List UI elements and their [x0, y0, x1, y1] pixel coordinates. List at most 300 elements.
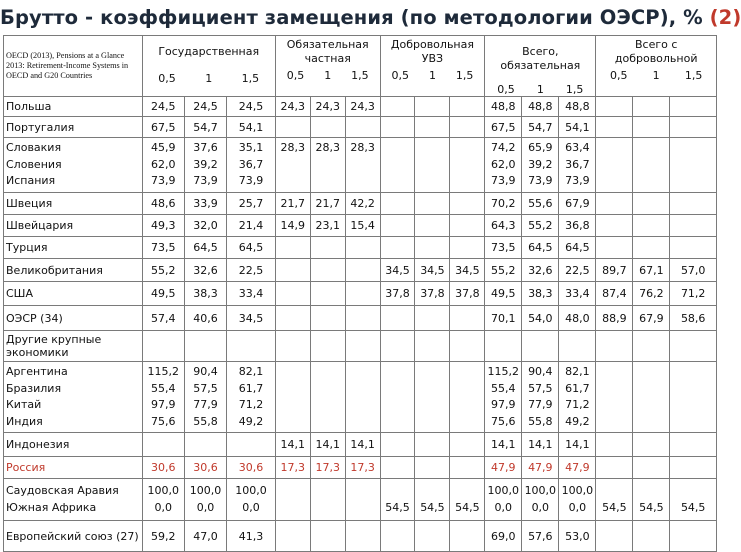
country-name: Аргентина [6, 365, 68, 378]
value: 100,0 [524, 484, 557, 497]
value-cell [450, 138, 485, 193]
value-cell [415, 306, 450, 331]
table-row [4, 97, 717, 117]
row-label: Польша [4, 97, 143, 117]
value-cell [670, 237, 717, 259]
value: 54,5 [639, 500, 664, 514]
value [634, 364, 668, 381]
value [634, 157, 668, 174]
value [312, 500, 344, 517]
value [451, 483, 483, 500]
value-cell [596, 117, 633, 138]
value: 36,7 [238, 157, 264, 171]
value-cell: 22,5 [559, 259, 596, 282]
header-row [4, 36, 717, 97]
value-cell: 34,5 [227, 306, 276, 331]
row-label: Европейский союз (27) [4, 521, 143, 552]
value [451, 173, 483, 190]
value [671, 414, 715, 431]
value: 63,4 [565, 141, 590, 155]
value [416, 364, 448, 381]
value [416, 483, 448, 500]
value-cell [142, 479, 184, 521]
value-cell: 54,7 [522, 117, 559, 138]
value: 100,0 [189, 484, 222, 497]
value: 54,5 [455, 500, 480, 514]
value-cell [380, 521, 415, 552]
value-cell [415, 97, 450, 117]
value [597, 364, 631, 381]
value [347, 414, 379, 431]
value-cell [633, 521, 670, 552]
value-cell [275, 521, 310, 552]
value-cell [670, 138, 717, 193]
value [451, 381, 483, 398]
value-cell [380, 306, 415, 331]
row-label [4, 362, 143, 433]
value: 90,4 [193, 365, 218, 378]
value: 0,0 [196, 500, 215, 514]
row-label: Индонезия [4, 433, 143, 457]
value-cell: 14,1 [345, 433, 380, 457]
value-cell [415, 215, 450, 237]
value: 57,5 [193, 381, 218, 395]
value-cell [184, 479, 226, 521]
value: 54,5 [420, 500, 445, 514]
value [597, 173, 631, 190]
table-row [4, 117, 717, 138]
value-cell: 67,5 [485, 117, 522, 138]
value-cell: 73,5 [142, 237, 184, 259]
value-cell [380, 215, 415, 237]
row-label: Россия [4, 457, 143, 479]
value-cell: 48,6 [142, 193, 184, 215]
value-cell: 55,2 [522, 215, 559, 237]
value-cell [227, 362, 276, 433]
value [416, 173, 448, 190]
value-cell [596, 362, 633, 433]
table-row [4, 433, 717, 457]
value-cell [310, 306, 345, 331]
value [312, 173, 344, 190]
value [671, 364, 715, 381]
value-cell: 15,4 [345, 215, 380, 237]
source-note-cell [4, 36, 143, 97]
value: 100,0 [235, 484, 267, 497]
value-cell [227, 433, 276, 457]
value-cell: 30,6 [184, 457, 226, 479]
value [347, 364, 379, 381]
value: 55,4 [150, 381, 176, 395]
value-cell: 48,8 [522, 97, 559, 117]
value: 28,3 [315, 141, 340, 155]
value [347, 500, 379, 517]
value: 55,4 [491, 381, 516, 395]
value-cell: 24,3 [310, 97, 345, 117]
value [382, 140, 414, 157]
value: 97,9 [491, 398, 516, 411]
value-cell [670, 117, 717, 138]
value-cell: 54,7 [184, 117, 226, 138]
value-cell: 37,8 [415, 282, 450, 306]
state-header: Государственная 0,5 1 1,5 [142, 36, 275, 97]
value-cell: 14,1 [522, 433, 559, 457]
value: 28,3 [280, 141, 306, 155]
value [597, 397, 631, 414]
value-cell [450, 457, 485, 479]
value-cell [670, 193, 717, 215]
value-cell: 33,4 [559, 282, 596, 306]
value-cell [142, 362, 184, 433]
value-cell: 24,3 [275, 97, 310, 117]
value-cell [275, 362, 310, 433]
value-cell: 49,5 [485, 282, 522, 306]
value-cell [596, 521, 633, 552]
value-cell: 67,1 [633, 259, 670, 282]
value-cell [450, 237, 485, 259]
value-cell [596, 193, 633, 215]
value-cell [450, 97, 485, 117]
value-cell [415, 457, 450, 479]
value-cell: 88,9 [596, 306, 633, 331]
table-row [4, 306, 717, 331]
empty-cell [227, 331, 276, 362]
value-cell: 64,5 [522, 237, 559, 259]
country-name: Словакия [6, 141, 62, 155]
value: 77,9 [528, 398, 553, 411]
value-cell: 58,6 [670, 306, 717, 331]
value: 73,9 [238, 174, 264, 188]
value: 90,4 [528, 365, 553, 378]
value [347, 157, 379, 174]
value-cell: 17,3 [275, 457, 310, 479]
table-row [4, 457, 717, 479]
total-mandatory-subheads: 0,5 1 1,5 [497, 83, 584, 96]
value: 57,5 [528, 381, 553, 395]
value-cell [275, 282, 310, 306]
value-cell [596, 479, 633, 521]
value-cell [559, 479, 596, 521]
voluntary-header: Добровольная УВЗ 0,5 1 1,5 [380, 36, 485, 97]
value-cell [450, 433, 485, 457]
value-cell: 54,0 [522, 306, 559, 331]
value: 62,0 [491, 157, 516, 171]
value-cell [345, 282, 380, 306]
value-cell [559, 362, 596, 433]
value-cell [559, 138, 596, 193]
value-cell [310, 282, 345, 306]
value-cell [415, 362, 450, 433]
value-cell [380, 97, 415, 117]
slide-title [0, 6, 741, 29]
value: 77,9 [193, 398, 218, 411]
country-name: Индия [6, 414, 43, 428]
value-cell: 89,7 [596, 259, 633, 282]
value-cell: 47,9 [559, 457, 596, 479]
value [451, 397, 483, 414]
value: 0,0 [568, 500, 587, 514]
value [451, 157, 483, 174]
value-cell: 64,5 [184, 237, 226, 259]
value [634, 483, 668, 500]
value: 100,0 [561, 484, 594, 497]
value-cell [633, 97, 670, 117]
value [634, 414, 668, 431]
value-cell: 33,9 [184, 193, 226, 215]
value-cell: 34,5 [380, 259, 415, 282]
row-label: Великобритания [4, 259, 143, 282]
value: 36,7 [565, 157, 590, 171]
value [347, 381, 379, 398]
value-cell [310, 362, 345, 433]
value-cell: 48,8 [559, 97, 596, 117]
country-name: Бразилия [6, 381, 62, 395]
empty-cell [380, 331, 415, 362]
value: 73,9 [193, 174, 218, 188]
voluntary-subheads: 0,5 1 1,5 [391, 69, 474, 82]
value: 74,2 [491, 141, 516, 155]
value-cell: 40,6 [184, 306, 226, 331]
value-cell: 32,0 [184, 215, 226, 237]
empty-cell [275, 331, 310, 362]
value [277, 173, 309, 190]
state-subheads: 0,5 1 1,5 [158, 72, 260, 85]
value: 54,5 [602, 500, 627, 514]
value-cell [596, 457, 633, 479]
value-cell [184, 433, 226, 457]
country-name: Саудовская Аравия [6, 484, 119, 497]
value-cell [450, 306, 485, 331]
value [671, 157, 715, 174]
value: 100,0 [147, 484, 179, 497]
value [634, 381, 668, 398]
value-cell: 17,3 [345, 457, 380, 479]
country-name: Словения [6, 157, 62, 171]
empty-cell [485, 331, 522, 362]
value-cell: 22,5 [227, 259, 276, 282]
value-cell [522, 138, 559, 193]
value-cell [633, 433, 670, 457]
value [671, 381, 715, 398]
value: 0,0 [531, 500, 550, 514]
value: 71,2 [565, 398, 590, 411]
value-cell: 64,5 [227, 237, 276, 259]
table-row [4, 282, 717, 306]
value [634, 397, 668, 414]
value: 0,0 [154, 500, 172, 514]
value: 115,2 [147, 365, 179, 378]
value-cell [380, 138, 415, 193]
value [277, 483, 309, 500]
value-cell: 57,4 [142, 306, 184, 331]
value: 75,6 [491, 414, 516, 428]
value-cell: 54,1 [227, 117, 276, 138]
value [671, 173, 715, 190]
value-cell [450, 193, 485, 215]
value-cell: 14,9 [275, 215, 310, 237]
value: 49,2 [565, 414, 590, 428]
value [597, 157, 631, 174]
row-label: Швеция [4, 193, 143, 215]
value [634, 140, 668, 157]
value-cell [380, 433, 415, 457]
country-name: Испания [6, 174, 56, 188]
total-mandatory-header: Всего, обязательная 0,5 1 1,5 [485, 36, 596, 97]
value-cell: 70,2 [485, 193, 522, 215]
value-cell [415, 433, 450, 457]
value-cell [670, 362, 717, 433]
value: 82,1 [565, 365, 590, 378]
mandatory-subheads: 0,5 1 1,5 [286, 69, 369, 82]
value-cell [380, 457, 415, 479]
value [312, 381, 344, 398]
value-cell [275, 306, 310, 331]
value [671, 140, 715, 157]
value [451, 364, 483, 381]
value [277, 381, 309, 398]
value: 61,7 [565, 381, 590, 395]
row-label [4, 479, 143, 521]
value-cell: 23,1 [310, 215, 345, 237]
value [671, 397, 715, 414]
value-cell: 34,5 [450, 259, 485, 282]
value [382, 173, 414, 190]
value-cell [485, 479, 522, 521]
value-cell [670, 521, 717, 552]
value-cell [596, 97, 633, 117]
value-cell: 34,5 [415, 259, 450, 282]
value-cell: 38,3 [522, 282, 559, 306]
value [312, 157, 344, 174]
value-cell: 14,1 [310, 433, 345, 457]
value: 55,8 [193, 414, 218, 428]
empty-cell [450, 331, 485, 362]
empty-cell [415, 331, 450, 362]
value [382, 483, 414, 500]
value-cell [415, 237, 450, 259]
value-cell: 37,8 [380, 282, 415, 306]
value: 37,6 [193, 141, 218, 155]
title-main: Брутто - коэффициент замещения (по методологии ОЭСР), % [0, 6, 710, 29]
value-cell [380, 479, 415, 521]
value [416, 397, 448, 414]
value-cell [670, 457, 717, 479]
value-cell: 69,0 [485, 521, 522, 552]
empty-cell [184, 331, 226, 362]
value-cell: 41,3 [227, 521, 276, 552]
replacement-rate-table [3, 35, 717, 552]
row-label: Другие крупные экономики [4, 331, 143, 362]
value-cell: 87,4 [596, 282, 633, 306]
value-cell [633, 362, 670, 433]
value-cell: 37,8 [450, 282, 485, 306]
value: 62,0 [150, 157, 176, 171]
value-cell [310, 117, 345, 138]
value-cell [275, 138, 310, 193]
value [382, 414, 414, 431]
value-cell [450, 362, 485, 433]
row-label [4, 138, 143, 193]
value-cell [596, 237, 633, 259]
value-cell [275, 479, 310, 521]
row-label: Португалия [4, 117, 143, 138]
value [347, 483, 379, 500]
value-cell [227, 479, 276, 521]
value-cell: 64,5 [559, 237, 596, 259]
value [382, 397, 414, 414]
title-accent: (2) [709, 6, 741, 29]
value-cell: 67,5 [142, 117, 184, 138]
value-cell: 21,7 [310, 193, 345, 215]
row-label: Турция [4, 237, 143, 259]
row-label: Швейцария [4, 215, 143, 237]
empty-cell [310, 331, 345, 362]
value-cell [310, 521, 345, 552]
value-cell: 55,2 [142, 259, 184, 282]
value: 0,0 [494, 500, 513, 514]
value-cell: 67,9 [633, 306, 670, 331]
value: 39,2 [193, 157, 218, 171]
value [597, 381, 631, 398]
value-cell: 25,7 [227, 193, 276, 215]
value: 35,1 [238, 141, 264, 155]
value: 71,2 [238, 398, 264, 411]
value-cell: 57,6 [522, 521, 559, 552]
value-cell [670, 97, 717, 117]
value-cell: 54,1 [559, 117, 596, 138]
value [277, 414, 309, 431]
value: 65,9 [528, 141, 553, 155]
value: 45,9 [150, 141, 176, 155]
value-cell [415, 479, 450, 521]
table-row-group [4, 138, 717, 193]
value: 39,2 [528, 157, 553, 171]
value-cell: 14,1 [559, 433, 596, 457]
value-cell [596, 138, 633, 193]
value: 54,5 [385, 500, 410, 514]
empty-cell [559, 331, 596, 362]
value: 49,2 [238, 414, 264, 428]
value-cell [310, 479, 345, 521]
value-cell: 49,5 [142, 282, 184, 306]
value: 73,9 [150, 174, 176, 188]
value-cell [380, 237, 415, 259]
value-cell: 17,3 [310, 457, 345, 479]
table-row-group [4, 362, 717, 433]
value-cell [345, 117, 380, 138]
value-cell: 21,4 [227, 215, 276, 237]
value-cell: 71,2 [670, 282, 717, 306]
value-cell: 57,0 [670, 259, 717, 282]
empty-cell [142, 331, 184, 362]
value: 115,2 [487, 365, 520, 378]
value: 82,1 [238, 365, 264, 378]
value-cell: 33,4 [227, 282, 276, 306]
value-cell [633, 479, 670, 521]
value [277, 500, 309, 517]
value-cell [275, 237, 310, 259]
value [451, 140, 483, 157]
value-cell: 55,6 [522, 193, 559, 215]
value-cell [380, 362, 415, 433]
value-cell: 48,8 [485, 97, 522, 117]
value: 61,7 [238, 381, 264, 395]
value [671, 483, 715, 500]
value [597, 483, 631, 500]
value-cell: 48,0 [559, 306, 596, 331]
value [312, 397, 344, 414]
table-row [4, 331, 717, 362]
